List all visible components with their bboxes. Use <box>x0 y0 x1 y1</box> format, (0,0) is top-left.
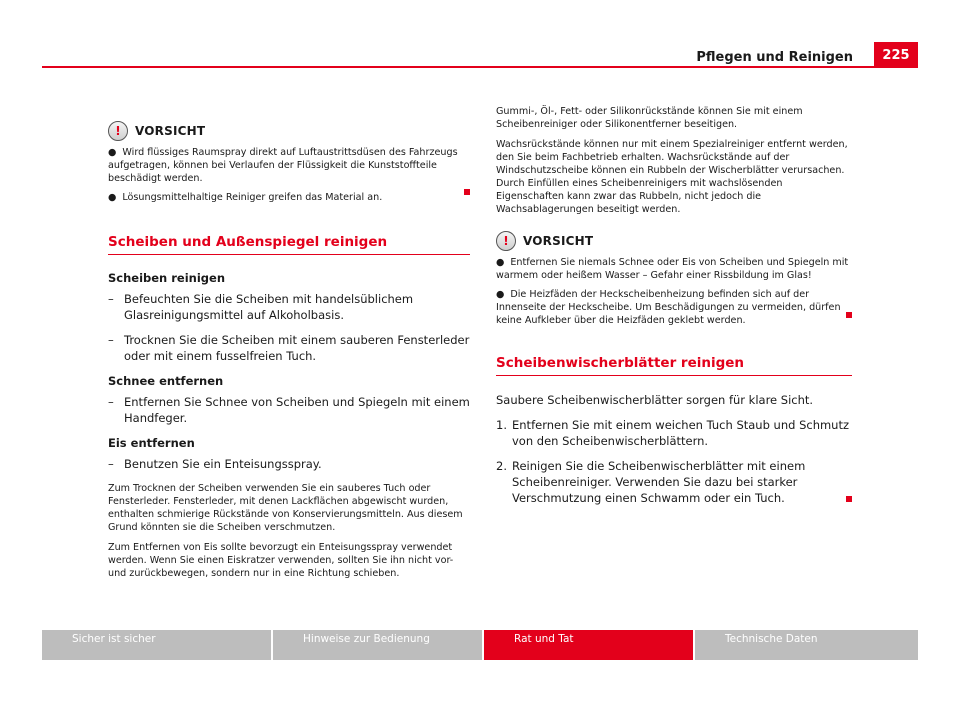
caution-box-left <box>108 120 470 204</box>
caution-bullet: ● Lösungsmittelhaltige Reiniger greifen das Material an. <box>108 192 383 203</box>
numbered-step: 2. Reinigen Sie die Scheibenwischerblätter mit einem Scheibenreiniger. Verwenden Sie dazu bei starker Verschmutzung einen Schwamm oder ein Tuch. <box>496 458 852 506</box>
right-column <box>496 105 852 513</box>
header-rule <box>42 66 918 68</box>
end-marker <box>846 496 852 502</box>
bullet-icon: ● <box>108 147 117 158</box>
caution-bullet: ● Wird flüssiges Raumspray direkt auf Luftaustrittsdüsen des Fahrzeugs aufgetragen, können bei Verlaufen der Flüssigkeit die Kunststoffteile beschädigt werden. <box>108 147 458 184</box>
paragraph: Wachsrückstände können nur mit einem Spezialreiniger entfernt werden, den Sie beim Fachbetrieb erhalten. Wachsrückstände auf der Windschutzscheibe können ein Rubbeln der Wischerblätter verursachen. Durch Einfüllen eines Scheibenreinigers mit wachslösenden Eigenschaften kann zwar das Rubbeln, nicht jedoch die Wachsablagerungen beseitigt werden. <box>496 139 848 215</box>
subheading: Scheiben reinigen <box>108 271 226 285</box>
instruction-step: – Befeuchten Sie die Scheiben mit handelsüblichem Glasreinigungsmittel auf Alkoholbasis. <box>108 292 414 322</box>
intro-text: Saubere Scheibenwischerblätter sorgen für klare Sicht. <box>496 393 814 407</box>
left-column <box>108 120 470 587</box>
footer-tab-rat-und-tat[interactable]: Rat und Tat <box>484 630 693 660</box>
paragraph: Gummi-, Öl-, Fett- oder Silikonrückstände können Sie mit einem Scheibenreiniger oder Silikonentferner beseitigen. <box>496 106 803 130</box>
instruction-step: – Benutzen Sie ein Enteisungsspray. <box>108 457 322 471</box>
page-number: 225 <box>874 42 918 68</box>
warning-icon: ! <box>108 121 128 141</box>
caution-title: VORSICHT <box>135 124 206 138</box>
end-marker <box>464 189 470 195</box>
bullet-icon: ● <box>496 289 505 300</box>
section-title: Scheiben und Außenspiegel reinigen <box>108 234 470 255</box>
paragraph: Zum Entfernen von Eis sollte bevorzugt ein Enteisungsspray verwendet werden. Wenn Sie einen Eiskratzer verwenden, sollten Sie ihn nicht vor- und zurückbewegen, sondern nur in eine Richtung schieben. <box>108 542 454 579</box>
subheading: Schnee entfernen <box>108 374 224 388</box>
instruction-step: – Entfernen Sie Schnee von Scheiben und Spiegeln mit einem Handfeger. <box>108 395 470 425</box>
paragraph: Zum Trocknen der Scheiben verwenden Sie ein sauberes Tuch oder Fensterleder. Fensterleder, mit denen Lackflächen abgewischt wurden, enthalten schmierige Rückstände von Konservierungsmitteln. Aus diesem Grund könnten sie die Scheiben verschmutzen. <box>108 483 463 533</box>
caution-bullet: ● Die Heizfäden der Heckscheibenheizung befinden sich auf der Innenseite der Heckscheibe. Um Beschädigungen zu vermeiden, dürfen keine Aufkleber über die Heizfäden geklebt werden. <box>496 289 841 326</box>
numbered-step: 1. Entfernen Sie mit einem weichen Tuch Staub und Schmutz von den Scheibenwischerblättern. <box>496 418 850 448</box>
footer-tab-sicher[interactable]: Sicher ist sicher <box>42 630 271 660</box>
caution-title: VORSICHT <box>523 234 594 248</box>
subheading: Eis entfernen <box>108 436 195 450</box>
section-title: Scheibenwischerblätter reinigen <box>496 355 852 376</box>
caution-box-right <box>496 230 852 327</box>
footer-tab-technische-daten[interactable]: Technische Daten <box>695 630 918 660</box>
instruction-step: – Trocknen Sie die Scheiben mit einem sauberen Fensterleder oder mit einem fusselfreien Tuch. <box>108 333 470 363</box>
warning-icon: ! <box>496 231 516 251</box>
bullet-icon: ● <box>108 192 117 203</box>
page-title: Pflegen und Reinigen <box>696 50 853 65</box>
end-marker <box>846 312 852 318</box>
bullet-icon: ● <box>496 257 505 268</box>
footer-tab-hinweise[interactable]: Hinweise zur Bedienung <box>273 630 482 660</box>
caution-bullet: ● Entfernen Sie niemals Schnee oder Eis von Scheiben und Spiegeln mit warmem oder heißem Wasser – Gefahr einer Rissbildung im Glas! <box>496 257 849 281</box>
